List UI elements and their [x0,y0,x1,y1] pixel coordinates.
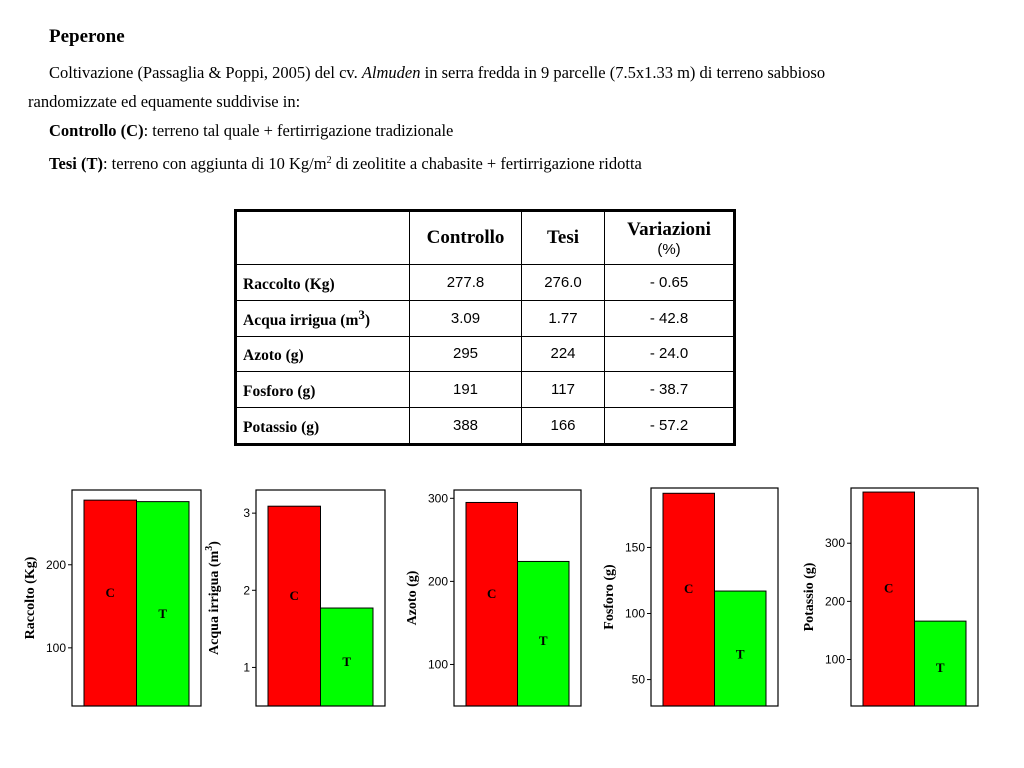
row-label-text: Raccolto (Kg) [243,275,335,293]
row-label-sup: 3 [358,306,365,322]
tesi-text: : terreno con aggiunta di 10 Kg/m [102,154,327,173]
cultivar-name: Almuden [361,63,421,82]
bar-label: C [289,588,299,604]
bar-label: T [735,646,745,662]
table-row [236,336,735,372]
y-tick-label: 100 [824,652,845,667]
y-tick-label: 300 [427,491,448,506]
cell-variazione: - 0.65 [605,265,735,301]
y-tick-label: 200 [824,594,845,609]
y-axis-label [802,562,817,631]
y-axis-label-text: Fosforo (g) [602,564,617,630]
bar-label: T [538,632,548,648]
row-label [236,408,410,445]
header-tesi: Tesi [522,211,605,265]
y-tick-label: 100 [624,606,645,621]
controllo-text: : terreno tal quale + fertirrigazione tradizionale [143,121,454,140]
y-tick-label: 100 [45,640,66,655]
tesi-text-post: di zeolitite a chabasite + fertirrigazione ridotta [331,154,642,173]
bar-controllo [863,492,915,706]
row-label [236,265,410,301]
cell-variazione: - 38.7 [605,372,735,408]
header-variazioni-label: Variazioni [627,218,711,240]
y-axis-label [602,564,617,630]
bar-label: C [884,580,894,596]
row-label [236,372,410,408]
y-axis-label [405,570,420,625]
cell-variazione: - 24.0 [605,336,735,372]
header-variazioni-unit: (%) [657,240,681,258]
chart-4 [802,488,978,706]
chart-3 [602,488,778,706]
intro-line-2: randomizzate ed equamente suddivise in: [28,92,301,111]
row-label [236,300,410,336]
chart-2 [405,490,581,706]
bar-controllo [268,506,321,706]
y-axis-label-text: Potassio (g) [802,562,817,632]
y-axis-label-text: Acqua irrigua (m [207,550,222,655]
bar-label: T [342,653,352,669]
y-axis-label [23,556,38,639]
page-title: Peperone [49,26,125,47]
y-axis-label-text: Raccolto (Kg) [23,556,38,640]
results-table [234,209,736,446]
bar-label: T [158,606,168,622]
intro-text-pre: Coltivazione (Passaglia & Poppi, 2005) del cv. [49,63,362,82]
bar-label: C [684,581,694,597]
table-row [236,372,735,408]
cell-controllo: 295 [410,336,522,372]
y-axis-label-after: ) [207,541,222,546]
y-tick-label: 300 [824,536,845,551]
row-label-text: Potassio (g) [243,419,320,437]
row-label-text: Fosforo (g) [243,383,316,401]
tesi-description [49,151,642,174]
y-axis-label-sup: 3 [204,545,215,551]
y-tick-label: 2 [243,583,250,598]
cell-variazione: - 57.2 [605,408,735,445]
bar-tesi [137,502,190,706]
controllo-description [49,121,453,141]
y-tick-label: 150 [624,540,645,555]
chart-0 [23,490,201,706]
cell-tesi: 224 [522,336,605,372]
bar-label: T [935,659,945,675]
row-label [236,336,410,372]
bar-controllo [663,493,715,706]
y-tick-label: 200 [427,574,448,589]
row-label-after: ) [364,311,371,329]
tesi-sup: 2 [326,155,332,166]
bar-controllo [84,500,137,706]
table-row [236,408,735,445]
y-tick-label: 1 [243,660,250,675]
bar-controllo [466,502,518,706]
bar-label: C [487,586,497,602]
cell-tesi: 166 [522,408,605,445]
header-variazioni [605,211,735,265]
y-tick-label: 200 [45,557,66,572]
header-empty [236,211,410,265]
cell-controllo: 191 [410,372,522,408]
table-row [236,265,735,301]
chart-1 [204,490,385,706]
tesi-label: Tesi (T) [49,154,103,173]
y-axis-label-text: Azoto (g) [405,570,420,626]
row-label-text: Azoto (g) [243,347,304,365]
y-axis-label [204,541,222,655]
intro-text-post: in serra fredda in 9 parcelle (7.5x1.33 m) di terreno sabbioso [420,63,826,82]
table-header-row [236,211,735,265]
table-row [236,300,735,336]
y-tick-label: 100 [427,657,448,672]
y-tick-label: 50 [631,672,645,687]
controllo-label: Controllo (C) [49,121,144,140]
cell-variazione: - 42.8 [605,300,735,336]
header-controllo: Controllo [410,211,522,265]
cell-tesi: 117 [522,372,605,408]
y-tick-label: 3 [243,506,250,521]
bar-charts [0,480,1024,720]
cell-controllo: 3.09 [410,300,522,336]
intro-line-1 [49,63,825,83]
cell-controllo: 388 [410,408,522,445]
cell-tesi: 276.0 [522,265,605,301]
cell-tesi: 1.77 [522,300,605,336]
row-label-text: Acqua irrigua (m [243,311,359,329]
cell-controllo: 277.8 [410,265,522,301]
bar-label: C [105,584,115,600]
